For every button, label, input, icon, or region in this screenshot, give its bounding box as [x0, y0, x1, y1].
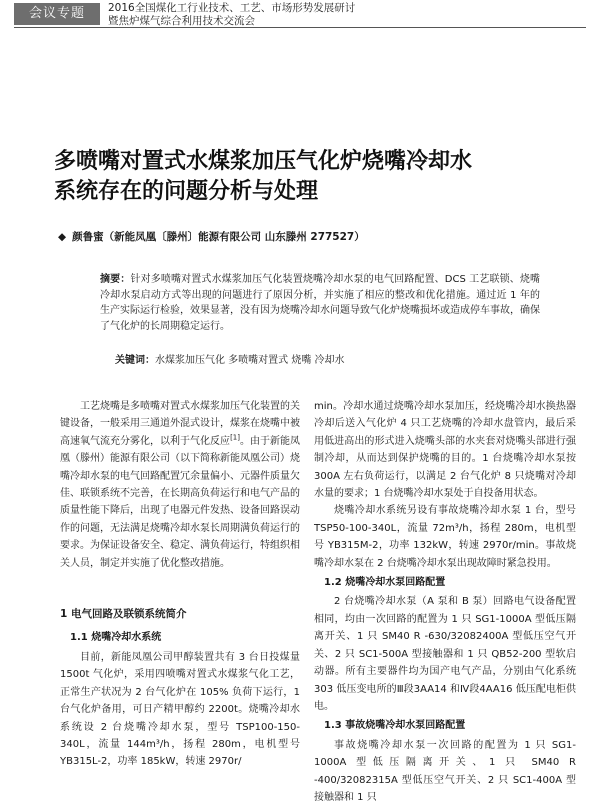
citation-ref: [1]	[230, 433, 240, 442]
title-line-2: 系统存在的问题分析与处理	[54, 179, 319, 204]
conference-name	[108, 2, 355, 28]
keywords	[115, 351, 345, 366]
conference-line-2: 暨焦炉煤气综合利用技术交流会	[108, 15, 255, 27]
right-column	[314, 398, 576, 806]
subsection-heading-1-1: 1.1 烧嘴冷却水系统	[70, 632, 162, 644]
left-column	[60, 398, 300, 771]
section-heading-1: 1 电气回路及联锁系统简介	[60, 608, 187, 621]
subsection-heading-1-3: 1.3 事故烧嘴冷却水泵回路配置	[324, 720, 466, 732]
intro-paragraph: 工艺烧嘴是多喷嘴对置式水煤浆加压气化装置的关键设备，一般采用三通道外混式设计，煤浆在烧嘴中被高速氧气流充分雾化，以利于气化反应[1]。由于新能凤凰（滕州）能源有限公司（以下简称新能凤凰公司）烧嘴冷却水泵的电气回路配置冗余量偏小、元器件质量欠佳、联锁系统不完善，在长期高负荷运行和电气产品的质量性能下降后，出现了电器元件发热、设备回路误动作的问题，无法满足烧嘴冷却水泵长周期满负荷运行的要求。为保证设备安全、稳定、满负荷运行，特组织相关人员，制定并实施了优化整改措施。	[60, 401, 301, 569]
title-line-1: 多喷嘴对置式水煤浆加压气化炉烧嘴冷却水	[54, 149, 473, 174]
keywords-label: 关键词：	[115, 355, 155, 366]
paragraph-1-1-cont: min。冷却水通过烧嘴冷却水泵加压，经烧嘴冷却水换热器冷却后送入气化炉 4 只工艺烧嘴的冷却水盘管内，最后采用低进高出的形式进入烧嘴头部的水夹套对烧嘴头部进行强制冷却，从而达到保护烧嘴的目的。1 台烧嘴冷却水泵按 300A 左右负荷运行，以满足 2 台气化炉 8 只烧嘴对冷却水量的要求；1 台烧嘴冷却水泵处于自投备用状态。	[314, 401, 576, 500]
article-title	[54, 147, 574, 207]
paragraph-1-3: 事故烧嘴冷却水泵一次回路的配置为 1 只 SG1-1000A 型低压隔离开关、1 只 SM40 R -400/32082315A 型低压空气开关、2 只 SC1-400A 型接触器和 1 只	[314, 739, 576, 803]
abstract-label: 摘要：	[100, 274, 131, 285]
author-line	[58, 229, 365, 244]
paragraph-emergency-pump: 烧嘴冷却水系统另设有事故烧嘴冷却水泵 1 台，型号 TSP50-100-340L，流量 72m³/h，扬程 280m，电机型号 YB315M-2，功率 132kW，转速 2970r/min。事故烧嘴冷却水泵在 2 台烧嘴冷却水泵出现故障时紧急投用。	[314, 505, 576, 569]
abstract	[100, 272, 540, 334]
author-name: 颜鲁蜜（新能凤凰〔滕州〕能源有限公司 山东滕州 277527）	[72, 231, 365, 243]
conference-line-1: 2016全国煤化工行业技术、工艺、市场形势发展研讨	[108, 2, 356, 14]
header-divider	[14, 27, 586, 28]
paragraph-1-2: 2 台烧嘴冷却水泵（A 泵和 B 泵）回路电气设备配置相同，均由一次回路的配置为 1 只 SG1-1000A 型低压隔离开关、1 只 SM40 R -630/32082400A 型低压空气开关、2 只 SC1-500A 型接触器和 1 只 QB52-200 型软启动器。所有主要器件均为国产电气产品，分别由气化系统 303 低压变电所的Ⅲ段3AA14 和Ⅳ段4AA16 低压配电柜供电。	[314, 596, 576, 712]
keywords-text: 水煤浆加压气化 多喷嘴对置式 烧嘴 冷却水	[155, 355, 345, 366]
section-tag: 会议专题	[14, 3, 100, 25]
subsection-heading-1-2: 1.2 烧嘴冷却水泵回路配置	[324, 577, 446, 589]
diamond-icon: ◆	[58, 231, 67, 243]
abstract-text: 针对多喷嘴对置式水煤浆加压气化装置烧嘴冷却水泵的电气回路配置、DCS 工艺联锁、烧嘴冷却水泵启动方式等出现的问题进行了原因分析，并实施了相应的整改和优化措施。通过近 1 年的生产实际运行检验，效果显著，没有因为烧嘴冷却水问题导致气化炉烧嘴损坏或造成停车事故，确保了气化炉的长周期稳定运行。	[100, 274, 541, 332]
page-header	[0, 0, 600, 26]
paragraph-1-1: 目前，新能凤凰公司甲醇装置共有 3 台日投煤量 1500t 气化炉，采用四喷嘴对置式水煤浆气化工艺，正常生产状况为 2 台气化炉在 105% 负荷下运行，1 台气化炉备用，可日产精甲醇约 2200t。烧嘴冷却水系统设 2 台烧嘴冷却水泵，型号 TSP100-150-340L，流量 144m³/h，扬程 280m，电机型号 YB315L-2，功率 185kW，转速 2970r/	[60, 651, 300, 768]
